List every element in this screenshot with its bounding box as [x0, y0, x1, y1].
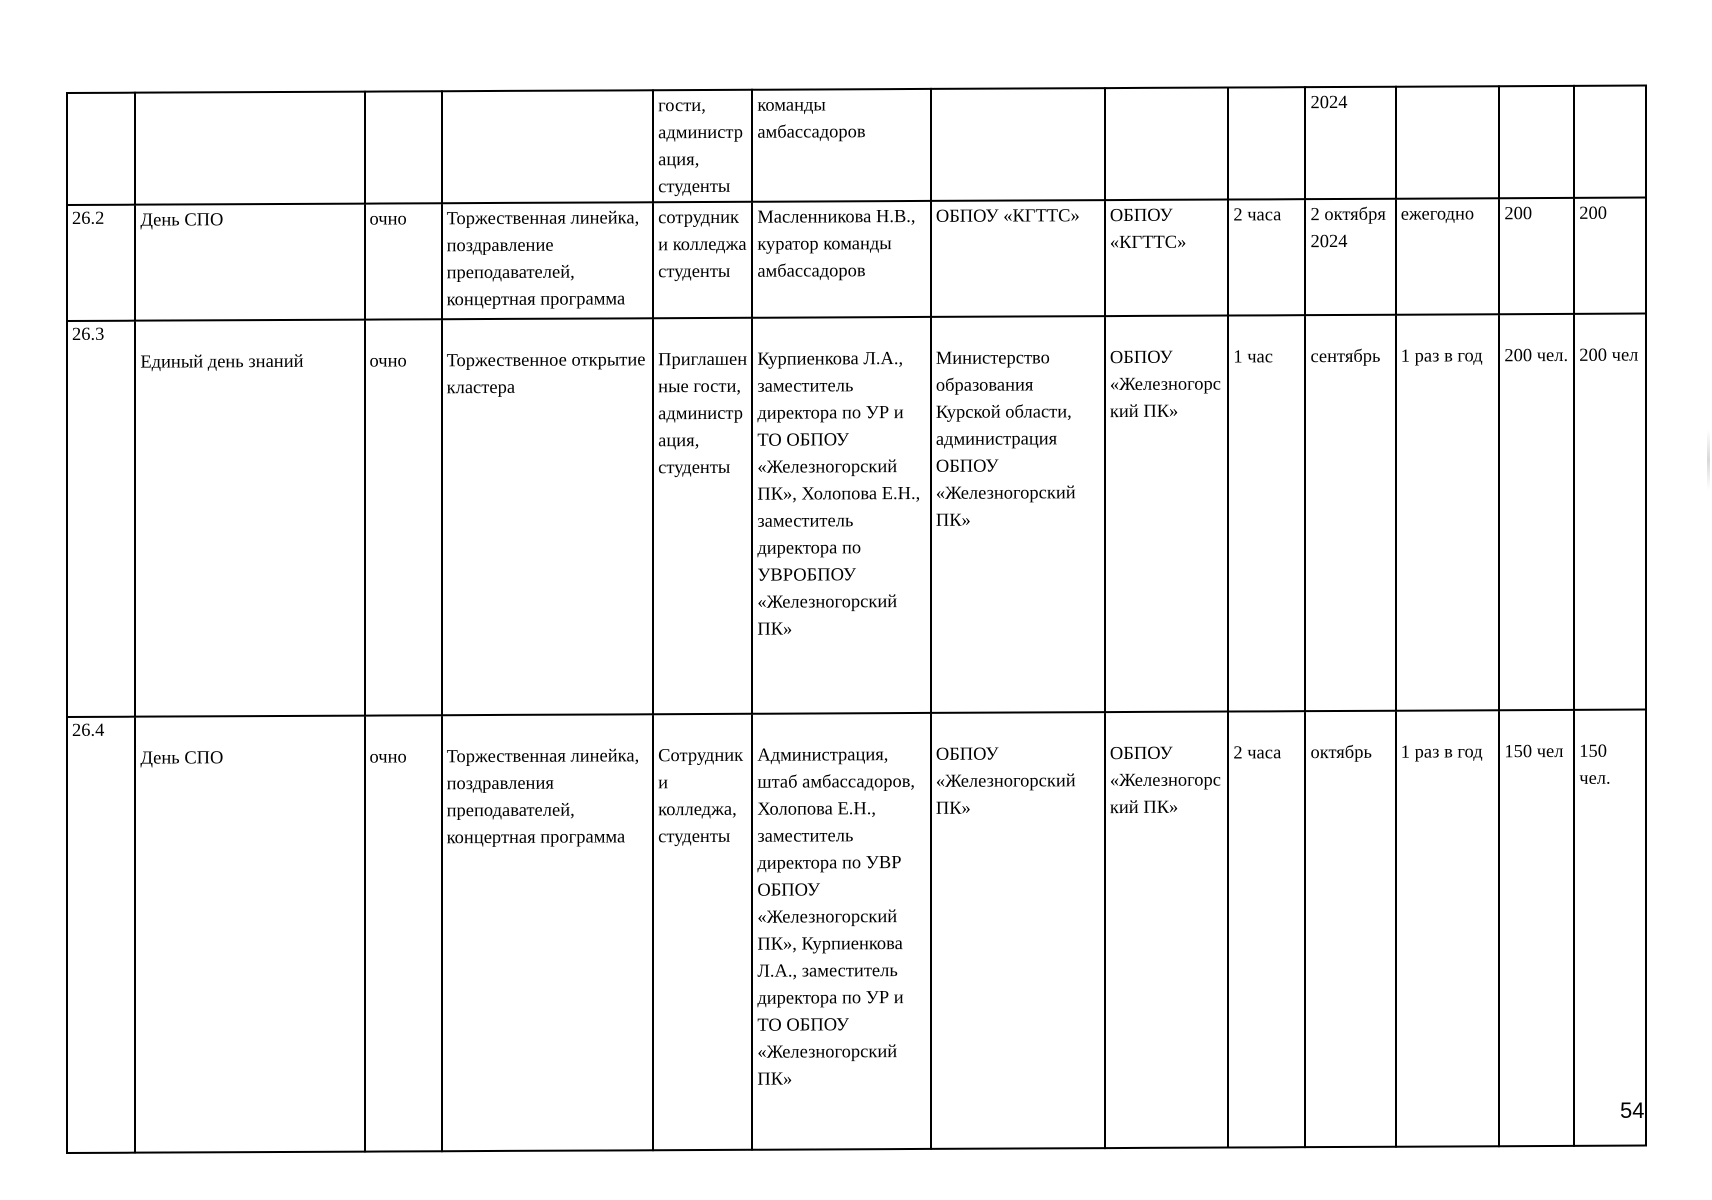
cell-date: 2 октября 2024 [1305, 199, 1395, 315]
cell-content: Торжественное открытие кластера [442, 318, 654, 715]
cell-organizer: ОБПОУ «КГТТС» [931, 200, 1105, 317]
cell-duration: 1 час [1228, 315, 1305, 711]
table-row [67, 314, 1646, 717]
cell-name: День СПО [135, 716, 364, 1153]
cell-responsible: Администрация, штаб амбассадоров, Холопова Е.Н., заместитель директора по УВР ОБПОУ «Железногорский ПК», Курпиенкова Л.А., заместитель директора по УР и ТО ОБПОУ «Железногорский ПК» [752, 713, 931, 1150]
cell-participants: сотрудники колледжа студенты [653, 202, 752, 318]
cell-participants: гости, администрация, студенты [653, 90, 752, 202]
cell-participants: Приглашенные гости, администрация, студенты [653, 318, 752, 714]
events-table [66, 85, 1647, 1154]
cell-plan: 150 чел [1499, 710, 1574, 1146]
cell-num: 26.2 [67, 205, 135, 321]
cell-periodicity: 1 раз в год [1396, 314, 1500, 710]
cell-num [67, 93, 135, 205]
cell-periodicity: 1 раз в год [1396, 710, 1500, 1146]
cell-venue: ОБПОУ «Железногорский ПК» [1105, 712, 1228, 1149]
cell-periodicity [1396, 86, 1500, 198]
cell-periodicity: ежегодно [1396, 198, 1500, 314]
cell-form: очно [365, 319, 442, 715]
cell-plan: 200 [1499, 198, 1574, 314]
cell-fact: 200 [1574, 198, 1646, 314]
cell-venue: ОБПОУ «Железногорский ПК» [1105, 316, 1228, 713]
cell-responsible: Курпиенкова Л.А., заместитель директора по УР и ТО ОБПОУ «Железногорский ПК», Холопова Е.Н., заместитель директора по УВРОБПОУ «Железногорский ПК» [752, 317, 931, 714]
cell-num: 26.4 [67, 717, 135, 1153]
cell-fact: 200 чел [1574, 314, 1646, 710]
cell-organizer: Министерство образования Курской области, администрация ОБПОУ «Железногорский ПК» [931, 316, 1105, 713]
cell-date: 2024 [1305, 87, 1395, 199]
cell-duration [1228, 87, 1305, 199]
cell-form: очно [365, 203, 442, 319]
cell-name: Единый день знаний [135, 320, 364, 717]
cell-responsible: команды амбассадоров [752, 89, 931, 202]
cell-participants: Сотрудники колледжа, студенты [653, 714, 752, 1150]
cell-form: очно [365, 715, 442, 1151]
cell-name: День СПО [135, 204, 364, 321]
cell-responsible: Масленникова Н.В., куратор команды амбассадоров [752, 201, 931, 318]
cell-date: октябрь [1305, 711, 1395, 1147]
table-row [67, 710, 1646, 1153]
cell-duration: 2 часа [1228, 199, 1305, 315]
cell-plan: 200 чел. [1499, 314, 1574, 710]
cell-fact: 150 чел. [1574, 710, 1646, 1146]
cell-venue [1105, 88, 1228, 201]
cell-organizer [931, 88, 1105, 201]
table-row [67, 198, 1646, 321]
cell-fact [1574, 86, 1646, 198]
page-number: 54 [1620, 1098, 1645, 1123]
cell-duration: 2 часа [1228, 711, 1305, 1147]
events-table-container [66, 85, 1647, 1154]
cell-form [365, 91, 442, 203]
cell-content: Торжественная линейка, поздравление преподавателей, концертная программа [442, 202, 654, 319]
cell-content: Торжественная линейка, поздравления преподавателей, концертная программа [442, 714, 654, 1151]
cell-content [442, 90, 654, 203]
cell-plan [1499, 86, 1574, 198]
cell-venue: ОБПОУ «КГТТС» [1105, 200, 1228, 317]
table-row [67, 86, 1646, 205]
cell-date: сентябрь [1305, 315, 1395, 711]
cell-organizer: ОБПОУ «Железногорский ПК» [931, 712, 1105, 1149]
scan-artifact [1707, 430, 1710, 490]
cell-name [135, 92, 364, 205]
cell-num: 26.3 [67, 321, 135, 717]
